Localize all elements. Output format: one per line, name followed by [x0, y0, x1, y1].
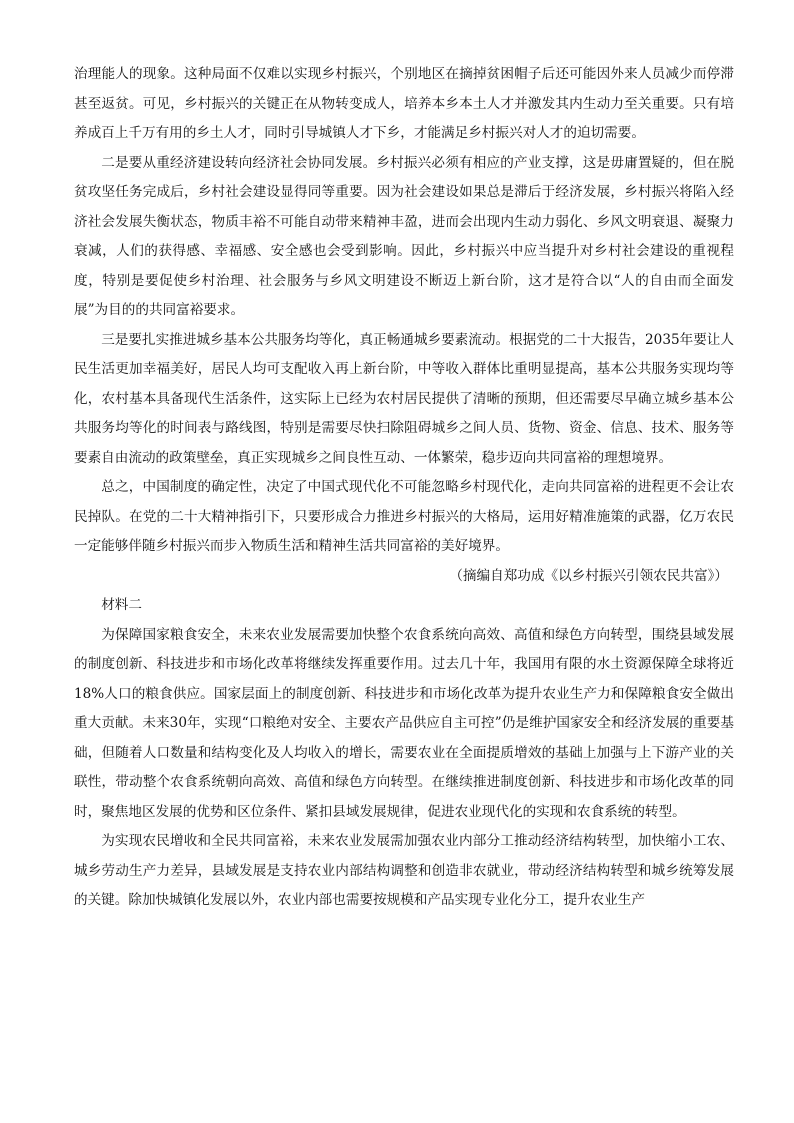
source-citation: （摘编自郑功成《以乡村振兴引领农民共富》）	[449, 567, 728, 584]
document-page	[74, 60, 734, 916]
paragraph-point-two: 二是要从重经济建设转向经济社会协同发展。乡村振兴必须有相应的产业支撑，这是毋庸置疑的，但在脱贫攻坚任务完成后，乡村社会建设显得同等重要。因为社会建设如果总是滞后于经济发展，乡村振兴将陷入经济社会发展失衡状态，物质丰裕不可能自动带来精神丰盈，进而会出现内生动力弱化、乡风文明衰退、凝聚力衰减，人们的获得感、幸福感、安全感也会受到影响。因此，乡村振兴中应当提升对乡村社会建设的重视程度，特别是要促使乡村治理、社会服务与乡风文明建设不断迈上新台阶，这才是符合以“人的自由而全面发展”为目的的共同富裕要求。	[74, 154, 734, 318]
material-two-paragraph-2: 为实现农民增收和全民共同富裕，未来农业发展需加强农业内部分工推动经济结构转型，加快缩小工农、城乡劳动生产力差异，县域发展是支持农业内部结构调整和创造非农就业，带动经济结构转型和城乡统筹发展的关键。除加快城镇化发展以外，农业内部也需要按规模和产品实现专业化分工，提升农业生产	[74, 833, 734, 908]
paragraph-conclusion: 总之，中国制度的确定性，决定了中国式现代化不可能忽略乡村现代化，走向共同富裕的进程更不会让农民掉队。在党的二十大精神指引下，只要形成合力推进乡村振兴的大格局，运用好精准施策的武器，亿万农民一定能够伴随乡村振兴而步入物质生活和精神生活共同富裕的美好境界。	[74, 479, 734, 554]
paragraph-point-three: 三是要扎实推进城乡基本公共服务均等化，真正畅通城乡要素流动。根据党的二十大报告，2035年要让人民生活更加幸福美好，居民人均可支配收入再上新台阶，中等收入群体比重明显提高，基本公共服务实现均等化，农村基本具备现代生活条件，这实际上已经为农村居民提供了清晰的预期，但还需要尽早确立城乡基本公共服务均等化的时间表与路线图，特别是需要尽快扫除阻碍城乡之间人员、货物、资金、信息、技术、服务等要素自由流动的政策壁垒，真正实现城乡之间良性互动、一体繁荣，稳步迈向共同富裕的理想境界。	[74, 331, 734, 466]
paragraph-continuation: 治理能人的现象。这种局面不仅难以实现乡村振兴，个别地区在摘掉贫困帽子后还可能因外来人员减少而停滞甚至返贫。可见，乡村振兴的关键正在从物转变成人，培养本乡本土人才并激发其内生动力至关重要。只有培养成百上千万有用的乡土人才，同时引导城镇人才下乡，才能满足乡村振兴对人才的迫切需要。	[74, 66, 734, 141]
material-two-paragraph-1: 为保障国家粮食安全，未来农业发展需要加快整个农食系统向高效、高值和绿色方向转型，围绕县域发展的制度创新、科技进步和市场化改革将继续发挥重要作用。过去几十年，我国用有限的水土资源保障全球将近18%人口的粮食供应。国家层面上的制度创新、科技进步和市场化改革为提升农业生产力和保障粮食安全做出重大贡献。未来30年，实现“口粮绝对安全、主要农产品供应自主可控”仍是维护国家安全和经济发展的重要基础，但随着人口数量和结构变化及人均收入的增长，需要农业在全面提质增效的基础上加强与上下游产业的关联性，带动整个农食系统朝向高效、高值和绿色方向转型。在继续推进制度创新、科技进步和市场化改革的同时，聚焦地区发展的优势和区位条件、紧扣县域发展规律，促进农业现代化的实现和农食系统的转型。	[74, 626, 734, 820]
material-two-heading: 材料二	[101, 597, 142, 613]
